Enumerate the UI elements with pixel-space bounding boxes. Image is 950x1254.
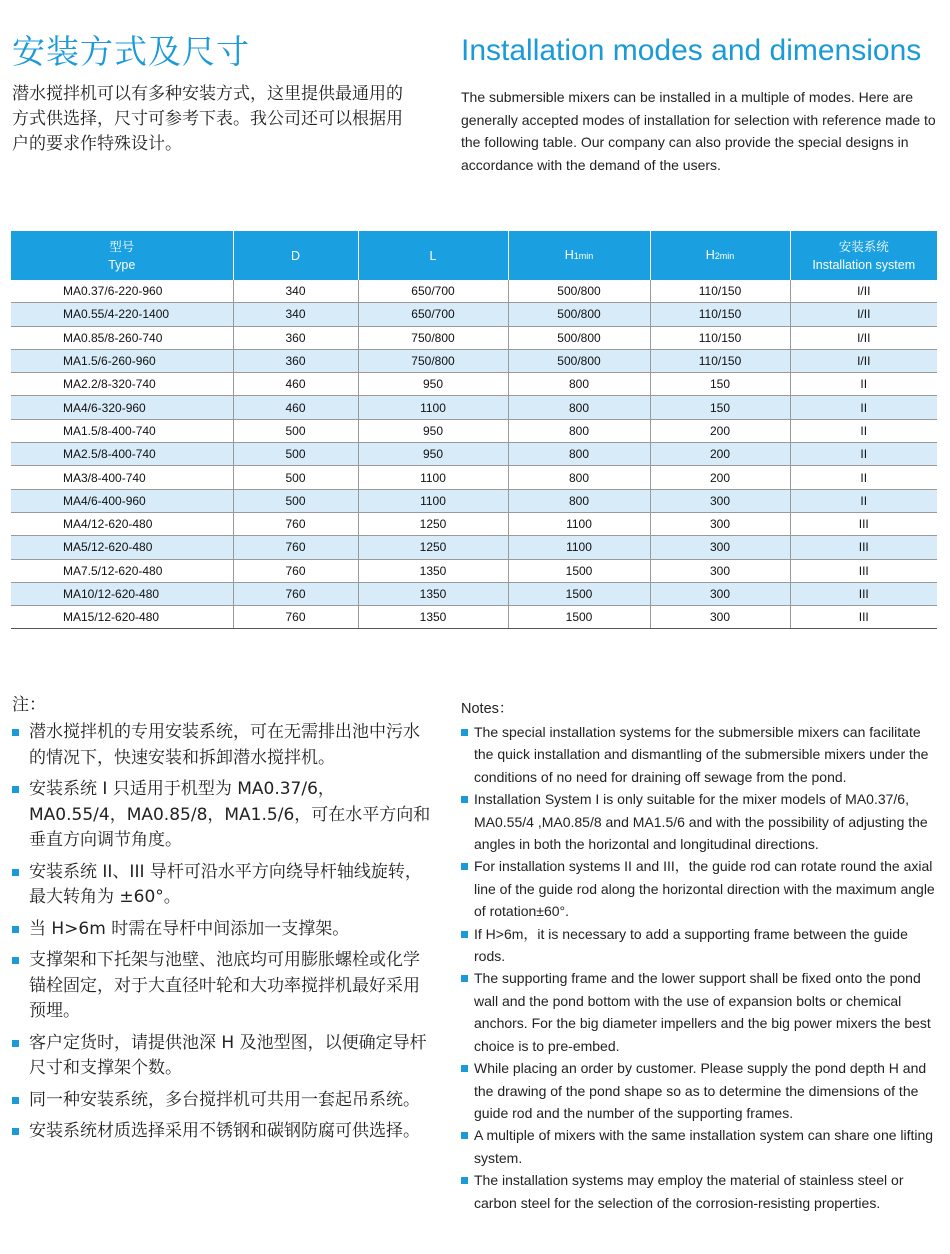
cell-h2min: 300 (650, 536, 790, 559)
header-h2-letter: H (705, 248, 715, 262)
cell-d: 460 (233, 373, 358, 396)
table-row (11, 349, 937, 372)
cell-l: 1250 (358, 512, 508, 535)
cell-h1min: 500/800 (508, 303, 650, 326)
header-system-en: Installation system (812, 257, 916, 272)
cell-system: II (790, 489, 937, 512)
cell-d: 340 (233, 280, 358, 303)
square-bullet-icon (12, 957, 19, 964)
notes-list-en (461, 721, 941, 1214)
note-item-cn (12, 777, 432, 854)
cell-h2min: 200 (650, 443, 790, 466)
header-h1min (508, 231, 650, 280)
notes-heading-cn: 注： (12, 695, 46, 715)
header-h1-letter: H (564, 248, 574, 262)
table-row (11, 303, 937, 326)
cell-system: II (790, 396, 937, 419)
note-item-en (461, 721, 941, 788)
cell-h1min: 800 (508, 373, 650, 396)
note-text: 客户定货时，请提供池深 H 及池型图，以便确定导杆尺寸和支撑架个数。 (29, 1032, 427, 1078)
cell-h2min: 300 (650, 606, 790, 629)
cell-h1min: 1100 (508, 512, 650, 535)
note-text: The special installation systems for the submersible mixers can facilitate the quick installation and dismantling of the submersible mixers under the conditions of no need for draining off sewage from the pond. (474, 724, 929, 785)
cell-l: 750/800 (358, 326, 508, 349)
note-item-cn (12, 1088, 432, 1114)
cell-h2min: 300 (650, 512, 790, 535)
square-bullet-icon (12, 729, 19, 736)
square-bullet-icon (12, 1128, 19, 1135)
cell-h2min: 110/150 (650, 280, 790, 303)
cell-system: III (790, 559, 937, 582)
note-text: 安装系统 II、III 导杆可沿水平方向绕导杆轴线旋转，最大转角为 ±60°。 (29, 861, 422, 907)
header-h1-sub: 1min (573, 251, 594, 261)
notes-list-cn (12, 720, 432, 1151)
cell-system: II (790, 466, 937, 489)
note-text: 安装系统材质选择采用不锈钢和碳钢防腐可供选择。 (29, 1121, 420, 1141)
cell-d: 460 (233, 396, 358, 419)
cell-system: I/II (790, 349, 937, 372)
cell-type: MA3/8-400-740 (11, 466, 233, 489)
cell-d: 500 (233, 489, 358, 512)
cell-l: 1350 (358, 606, 508, 629)
notes-heading-en: Notes： (461, 701, 514, 717)
cell-h1min: 1500 (508, 559, 650, 582)
header-type-cn: 型号 (109, 239, 135, 254)
page-title-en: Installation modes and dimensions (461, 34, 922, 67)
cell-l: 1350 (358, 559, 508, 582)
cell-type: MA7.5/12-620-480 (11, 559, 233, 582)
table-row (11, 419, 937, 442)
square-bullet-icon (12, 786, 19, 793)
cell-l: 1100 (358, 466, 508, 489)
cell-h2min: 150 (650, 396, 790, 419)
cell-h2min: 300 (650, 582, 790, 605)
cell-h2min: 300 (650, 489, 790, 512)
header-type-en: Type (108, 257, 136, 272)
cell-h2min: 200 (650, 419, 790, 442)
cell-h2min: 110/150 (650, 349, 790, 372)
table-row (11, 466, 937, 489)
cell-l: 1350 (358, 582, 508, 605)
cell-type: MA5/12-620-480 (11, 536, 233, 559)
cell-type: MA4/6-320-960 (11, 396, 233, 419)
table-row (11, 443, 937, 466)
table-row (11, 536, 937, 559)
square-bullet-icon (461, 975, 468, 982)
note-text: 当 H>6m 时需在导杆中间添加一支撑架。 (29, 918, 350, 939)
table-row (11, 396, 937, 419)
cell-h2min: 110/150 (650, 303, 790, 326)
note-item-cn (12, 948, 432, 1025)
cell-l: 1100 (358, 489, 508, 512)
cell-d: 500 (233, 443, 358, 466)
square-bullet-icon (461, 729, 468, 736)
note-text: Installation System I is only suitable for the mixer models of MA0.37/6, MA0.55/4 ,MA0.85/8 and MA1.5/6 and with the possibility of adjusting the angles in both the horizontal and longitudinal directions. (474, 791, 928, 853)
square-bullet-icon (12, 869, 19, 876)
header-h2-sub: 2min (714, 251, 735, 261)
cell-h1min: 1500 (508, 606, 650, 629)
table-row (11, 489, 937, 512)
cell-type: MA15/12-620-480 (11, 606, 233, 629)
cell-h2min: 300 (650, 559, 790, 582)
header-type (11, 231, 233, 280)
square-bullet-icon (461, 863, 468, 870)
cell-h1min: 800 (508, 396, 650, 419)
cell-d: 760 (233, 512, 358, 535)
note-text: 潜水搅拌机的专用安装系统，可在无需排出池中污水的情况下，快速安装和拆卸潜水搅拌机。 (29, 722, 420, 768)
intro-text-en: The submersible mixers can be installed in a multiple of modes. Here are generally accepted modes of installation for selection with reference made to the following table. Our company can also provide the special designs in accordance with the demand of the users. (461, 89, 936, 173)
cell-h1min: 500/800 (508, 280, 650, 303)
cell-l: 750/800 (358, 349, 508, 372)
cell-system: III (790, 512, 937, 535)
cell-d: 760 (233, 606, 358, 629)
cell-h2min: 110/150 (650, 326, 790, 349)
dimensions-table (11, 231, 937, 629)
cell-type: MA0.55/4-220-1400 (11, 303, 233, 326)
cell-type: MA4/12-620-480 (11, 512, 233, 535)
cell-h1min: 800 (508, 443, 650, 466)
note-text: The installation systems may employ the material of stainless steel or carbon steel for the selection of the corrosion-resisting properties. (474, 1172, 904, 1211)
note-item-cn (12, 917, 432, 943)
table-row (11, 280, 937, 303)
cell-l: 650/700 (358, 280, 508, 303)
cell-system: I/II (790, 326, 937, 349)
table-row (11, 512, 937, 535)
cell-h2min: 200 (650, 466, 790, 489)
header-system-cn: 安装系统 (838, 239, 889, 254)
cell-system: III (790, 582, 937, 605)
note-text: 安装系统 I 只适用于机型为 MA0.37/6，MA0.55/4，MA0.85/8，MA1.5/6，可在水平方向和垂直方向调节角度。 (29, 779, 431, 850)
table-row (11, 582, 937, 605)
cell-type: MA0.37/6-220-960 (11, 280, 233, 303)
square-bullet-icon (12, 1040, 19, 1047)
cell-system: I/II (790, 303, 937, 326)
table-row (11, 559, 937, 582)
cell-d: 500 (233, 419, 358, 442)
note-item-en (461, 855, 941, 922)
note-item-en (461, 967, 941, 1057)
cell-l: 650/700 (358, 303, 508, 326)
cell-l: 950 (358, 443, 508, 466)
cell-h1min: 1500 (508, 582, 650, 605)
square-bullet-icon (12, 926, 19, 933)
square-bullet-icon (461, 1177, 468, 1184)
header-l: L (358, 231, 508, 280)
table-row (11, 373, 937, 396)
square-bullet-icon (461, 931, 468, 938)
cell-type: MA10/12-620-480 (11, 582, 233, 605)
cell-type: MA1.5/6-260-960 (11, 349, 233, 372)
cell-type: MA2.2/8-320-740 (11, 373, 233, 396)
cell-system: III (790, 536, 937, 559)
square-bullet-icon (461, 796, 468, 803)
note-item-en (461, 788, 941, 855)
note-item-cn (12, 1119, 432, 1145)
note-text: While placing an order by customer. Please supply the pond depth H and the drawing of the pond shape so as to determine the dimensions of the guide rod and the number of the supporting frames. (474, 1060, 927, 1121)
table-header-row (11, 231, 937, 280)
note-item-cn (12, 860, 432, 911)
header-installation-system (790, 231, 937, 280)
cell-h1min: 1100 (508, 536, 650, 559)
cell-system: II (790, 373, 937, 396)
cell-d: 500 (233, 466, 358, 489)
cell-type: MA4/6-400-960 (11, 489, 233, 512)
note-text: If H>6m，it is necessary to add a supporting frame between the guide rods. (474, 925, 908, 965)
note-text: The supporting frame and the lower support shall be fixed onto the pond wall and the pond bottom with the use of expansion bolts or chemical anchors. For the big diameter impellers and the big power mixers the best choice is to pre-embed. (474, 970, 931, 1054)
cell-type: MA2.5/8-400-740 (11, 443, 233, 466)
cell-d: 360 (233, 349, 358, 372)
note-item-cn (12, 1031, 432, 1082)
note-text: For installation systems II and III，the guide rod can rotate round the axial line of the guide rod along the horizontal direction with the maximum angle of rotation±60°. (474, 858, 935, 920)
note-item-en (461, 1057, 941, 1124)
cell-h1min: 800 (508, 489, 650, 512)
header-d: D (233, 231, 358, 280)
table-row (11, 326, 937, 349)
cell-system: II (790, 419, 937, 442)
note-item-en (461, 923, 941, 968)
cell-system: I/II (790, 280, 937, 303)
cell-h2min: 150 (650, 373, 790, 396)
cell-system: II (790, 443, 937, 466)
cell-l: 950 (358, 419, 508, 442)
square-bullet-icon (461, 1065, 468, 1072)
cell-d: 760 (233, 536, 358, 559)
note-item-en (461, 1169, 941, 1214)
square-bullet-icon (12, 1097, 19, 1104)
cell-d: 340 (233, 303, 358, 326)
table-row (11, 606, 937, 629)
cell-h1min: 500/800 (508, 349, 650, 372)
cell-h1min: 500/800 (508, 326, 650, 349)
cell-h1min: 800 (508, 466, 650, 489)
note-item-en (461, 1124, 941, 1169)
note-text: A multiple of mixers with the same installation system can share one lifting system. (474, 1127, 934, 1166)
intro-text-cn: 潜水搅拌机可以有多种安装方式，这里提供最通用的方式供选择，尺寸可参考下表。我公司还可以根据用户的要求作特殊设计。 (12, 84, 403, 154)
cell-d: 760 (233, 582, 358, 605)
header-h2min (650, 231, 790, 280)
cell-h1min: 800 (508, 419, 650, 442)
page-title-cn: 安装方式及尺寸 (12, 33, 250, 70)
cell-l: 1100 (358, 396, 508, 419)
cell-l: 1250 (358, 536, 508, 559)
cell-l: 950 (358, 373, 508, 396)
note-text: 支撑架和下托架与池壁、池底均可用膨胀螺栓或化学锚栓固定，对于大直径叶轮和大功率搅拌机最好采用预埋。 (29, 950, 420, 1021)
cell-type: MA1.5/8-400-740 (11, 419, 233, 442)
cell-d: 760 (233, 559, 358, 582)
cell-d: 360 (233, 326, 358, 349)
note-text: 同一种安装系统，多台搅拌机可共用一套起吊系统。 (29, 1089, 420, 1110)
square-bullet-icon (461, 1132, 468, 1139)
cell-type: MA0.85/8-260-740 (11, 326, 233, 349)
cell-system: III (790, 606, 937, 629)
note-item-cn (12, 720, 432, 771)
